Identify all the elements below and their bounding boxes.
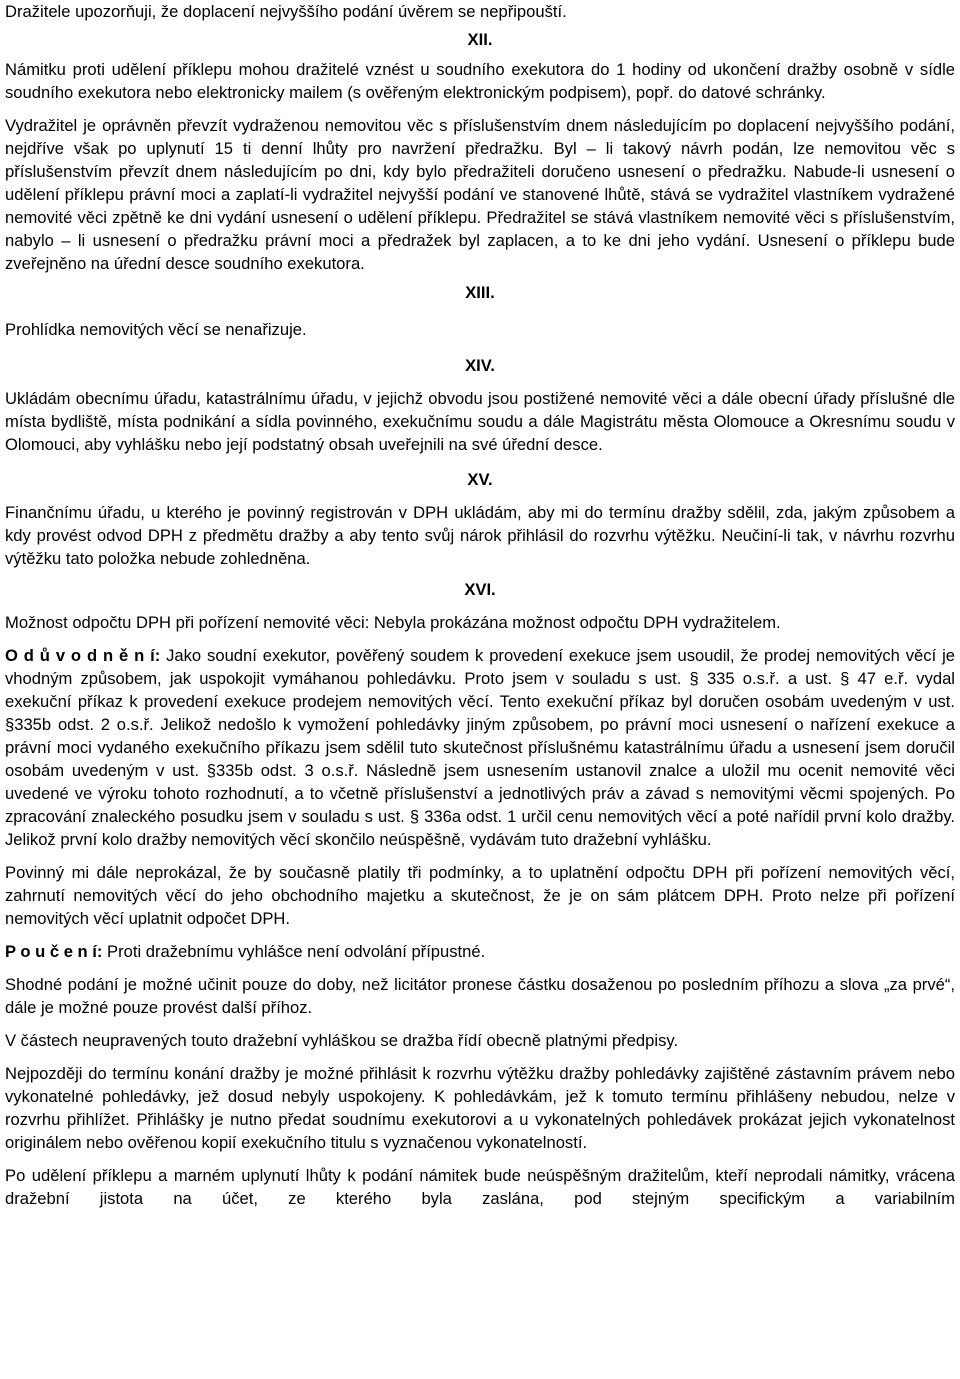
instruction-text: Proti dražebnímu vyhlášce není odvolání přípustné. [102,942,486,961]
section-heading-xiii: XIII. [465,283,495,302]
paragraph-inspection: Prohlídka nemovitých věcí se nenařizuje. [5,320,307,339]
paragraph-tax-office: Finančnímu úřadu, u kterého je povinný registrován v DPH ukládám, aby mi do termínu dražby sdělil, zda, jakým způsobem a kdy provést odvod DPH z předmětu dražby a aby tento svůj nárok přihlásil do rozvrhu výtěžku. Neučiní-li tak, v návrhu rozvrhu výtěžku tato položka nebude zohledněna. [5,503,955,568]
paragraph-instruction [5,940,955,963]
paragraph-reasoning [5,644,955,851]
paragraph-conditions: Povinný mi dále neprokázal, že by současně platily tři podmínky, a to uplatnění odpočtu DPH při pořízení nemovitých věcí, zahrnutí nemovitých věcí do jeho obchodního majetku a skutečnost, že je on sám plátcem DPH. Proto nelze při pořízení nemovitých věcí uplatnit odpočet DPH. [5,863,955,928]
sections-xiii-xiv [5,281,955,377]
paragraph-offices: Ukládám obecnímu úřadu, katastrálnímu úřadu, v jejichž obvodu jsou postižené nemovité věci a dále obecní úřady příslušné dle místa bydliště, místa podnikání a sídla povinného, exekučnímu soudu a dále Magistrátu města Olomouce a Okresnímu soudu v Olomouci, aby vyhlášku nebo její podstatný obsah uveřejnili na své úřední desce. [5,389,955,454]
paragraph-winner-rights: Vydražitel je oprávněn převzít vydraženou nemovitou věc s příslušenstvím dnem následujícím po doplacení nejvyššího podání, nejdříve však po uplynutí 15 ti denní lhůty pro navržení předražku. Byl – li takový návrh podán, lze nemovitou věc s příslušenstvím převzít dnem následujícím po dni, kdy bylo předražiteli doručeno usnesení o předražku. Nabude-li usnesení o udělení příklepu právní moci a zaplatí-li vydražitel nejvyšší podání ve stanovené lhůtě, stává se vydražitel vlastníkem vydražené nemovité věci zpětně ke dni vydání usnesení o udělení příklepu. Předražitel se stává vlastníkem nemovité věci s příslušenstvím, nabylo – li usnesení o předražku právní moci a předražek byl zaplacen, a to ke dni jeho vydání. Usnesení o příklepu bude zveřejněno na úřední desce soudního exekutora. [5,116,955,273]
instruction-label: P o u č e n í: [5,942,103,961]
paragraph-bids: Shodné podání je možné učinit pouze do doby, než licitátor pronese částku dosaženou po posledním příhozu a slova „za prvé“, dále je možné pouze provést další příhoz. [5,975,955,1017]
section-heading-xiv: XIV. [465,356,495,375]
paragraph-intro: Dražitele upozorňuji, že doplacení nejvyššího podání úvěrem se nepřipouští. [5,2,567,21]
section-heading-xii: XII. [467,30,493,49]
reasoning-label: O d ů v o d n ě n í: [5,646,161,665]
section-heading-xv: XV. [467,470,493,489]
document-page [5,0,955,1210]
section-heading-xvi: XVI. [464,580,496,599]
paragraph-objection: Námitku proti udělení příklepu mohou dražitelé vznést u soudního exekutora do 1 hodiny od ukončení dražby osobně v sídle soudního exekutora nebo elektronicky mailem (s ověřeným elektronickým podpisem), popř. do datové schránky. [5,60,955,102]
paragraph-claims: Nejpozději do termínu konání dražby je možné přihlásit k rozvrhu výtěžku dražby pohledávky zajištěné zástavním právem nebo vykonatelné pohledávky, jež dosud nebyly uspokojeny. K pohledávkám, jež k tomuto termínu přihlášeny nebudou, nelze v rozvrhu přihlížet. Přihlášky je nutno předat soudnímu exekutorovi a u vykonatelných pohledávek prokázat jejich vykonatelnost originálem nebo ověřenou kopií exekučního titulu s vyznačenou vykonatelností. [5,1064,955,1152]
reasoning-text: Jako soudní exekutor, pověřený soudem k provedení exekuce jsem usoudil, že prodej nemovitých věcí je vhodným způsobem, jak uspokojit vymáhanou pohledávku. Proto jsem v souladu s ust. § 335 o.s.ř. a ust. § 47 e.ř. vydal exekuční příkaz k provedení exekuce prodejem nemovitých věcí. Tento exekuční příkaz byl doručen osobám uvedeným v ust. §335b odst. 2 o.s.ř. Jelikož nedošlo k vymožení pohledávky jiným způsobem, po právní moci usnesení o nařízení exekuce a právní moci vydaného exekučního příkazu jsem sdělil tuto skutečnost příslušnému katastrálnímu úřadu a usnesení jsem doručil osobám uvedeným v ust. §335b odst. 3 o.s.ř. Následně jsem usnesením ustanovil znalce a uložil mu ocenit nemovité věci uvedené ve výroku tohoto rozhodnutí, a to včetně příslušenství a jednotlivých práv a závad s nemovitými věcmi spojených. Po zpracování znaleckého posudku jsem v souladu s ust. § 336a odst. 1 určil cenu nemovitých věcí a poté nařídil první kolo dražby. Jelikož první kolo dražby nemovitých věcí skončilo neúspěšně, vydávám tuto dražební vyhlášku. [5,646,955,849]
paragraph-vat: Možnost odpočtu DPH při pořízení nemovité věci: Nebyla prokázána možnost odpočtu DPH vydražitelem. [5,613,781,632]
paragraph-final: Po udělení příklepu a marném uplynutí lhůty k podání námitek bude neúspěšným dražitelům, kteří neprodali námitky, vrácena dražební jistota na účet, ze kterého byla zaslána, pod stejným specifickým a variabilním [5,1166,955,1208]
paragraph-general: V částech neupravených touto dražební vyhláškou se dražba řídí obecně platnými předpisy. [5,1031,679,1050]
